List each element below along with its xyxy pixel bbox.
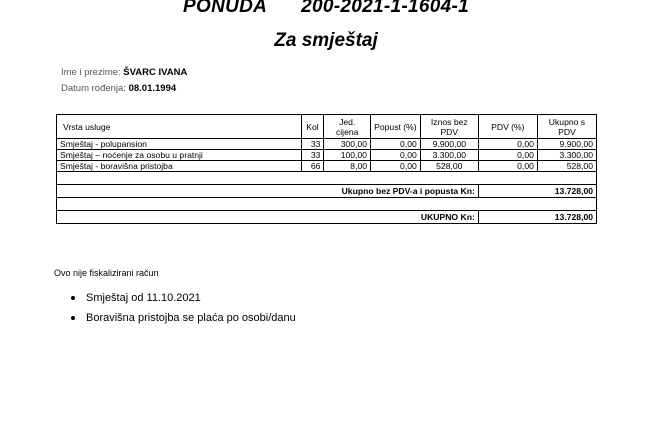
- subtotal-value: 13.728,00: [478, 185, 596, 198]
- dob-value: 08.01.1994: [128, 83, 177, 94]
- cell-vat: 0,00: [478, 150, 537, 161]
- header-total-vat: Ukupno s PDV: [537, 115, 596, 139]
- total-label: UKUPNO Kn:: [57, 211, 479, 224]
- cell-discount: 0,00: [371, 139, 421, 150]
- cell-vat: 0,00: [478, 161, 537, 172]
- header-qty: Kol: [301, 115, 324, 139]
- total-row: [57, 211, 597, 224]
- header-amount-net: Iznos bez PDV: [420, 115, 478, 139]
- header-service: Vrsta usluge: [57, 115, 302, 139]
- cell-amount-net: 528,00: [420, 161, 478, 172]
- cell-unit-price: 100,00: [324, 150, 371, 161]
- spacer-cell: [57, 198, 597, 211]
- cell-total-vat: 528,00: [537, 161, 596, 172]
- fiscal-note: Ovo nije fiskalizirani račun: [54, 268, 159, 278]
- table-row: [57, 150, 597, 161]
- cell-total-vat: 9.900,00: [537, 139, 596, 150]
- header-vat: PDV (%): [478, 115, 537, 139]
- table-row: [57, 161, 597, 172]
- table-header-row: [57, 115, 597, 139]
- cell-amount-net: 9.900,00: [420, 139, 478, 150]
- subtotal-row: [57, 185, 597, 198]
- dob-label: Datum rođenja:: [61, 83, 126, 94]
- spacer-row: [57, 172, 597, 185]
- cell-qty: 33: [301, 139, 324, 150]
- cell-qty: 33: [301, 150, 324, 161]
- doc-type: PONUDA: [183, 0, 268, 17]
- cell-unit-price: 300,00: [324, 139, 371, 150]
- spacer-cell: [57, 172, 597, 185]
- name-value: ŠVARC IVANA: [123, 67, 188, 78]
- cell-qty: 66: [301, 161, 324, 172]
- info-list: [68, 291, 296, 331]
- spacer-row: [57, 198, 597, 211]
- header-unit-price: Jed. cijena: [324, 115, 371, 139]
- subtotal-label: Ukupno bez PDV-a i popusta Kn:: [57, 185, 479, 198]
- cell-vat: 0,00: [478, 139, 537, 150]
- cell-service: Smještaj - polupansion: [57, 139, 302, 150]
- total-value: 13.728,00: [478, 211, 596, 224]
- header-discount: Popust (%): [371, 115, 421, 139]
- name-label: Ime i prezime:: [61, 67, 121, 78]
- doc-subtitle: Za smještaj: [274, 30, 378, 51]
- title-line: [0, 0, 652, 18]
- offer-table: [56, 114, 597, 224]
- doc-number: 200-2021-1-1604-1: [301, 0, 469, 17]
- cell-amount-net: 3.300,00: [420, 150, 478, 161]
- cell-discount: 0,00: [371, 150, 421, 161]
- cell-service: Smještaj - boravišna pristojba: [57, 161, 302, 172]
- cell-total-vat: 3.300,00: [537, 150, 596, 161]
- cell-discount: 0,00: [371, 161, 421, 172]
- table-row: [57, 139, 597, 150]
- list-item: Smještaj od 11.10.2021: [68, 291, 296, 311]
- cell-unit-price: 8,00: [324, 161, 371, 172]
- list-item: Boravišna pristojba se plaća po osobi/danu: [68, 311, 296, 331]
- dob-row: [61, 83, 176, 94]
- name-row: [61, 67, 187, 78]
- cell-service: Smještaj – noćenje za osobu u pratnji: [57, 150, 302, 161]
